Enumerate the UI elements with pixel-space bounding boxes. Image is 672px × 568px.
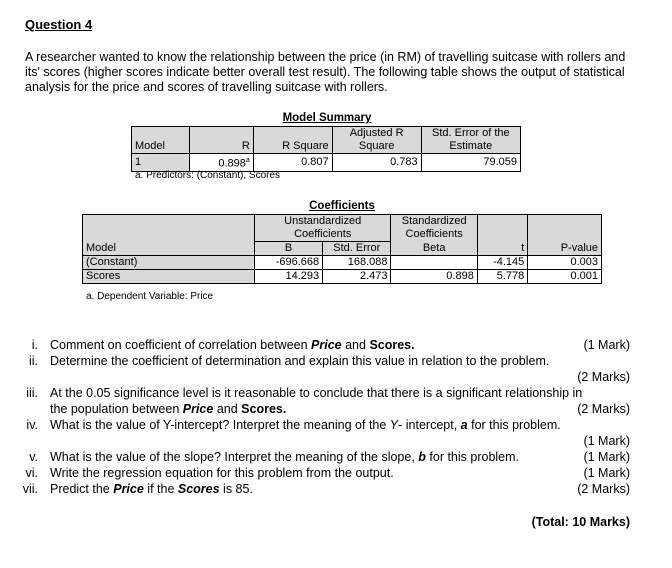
coef-beta-value bbox=[391, 256, 477, 270]
header-std-1: Standardized bbox=[391, 215, 477, 229]
question-number: iii. bbox=[26, 386, 38, 400]
coef-b-value: -696.668 bbox=[254, 256, 322, 270]
table-row bbox=[83, 270, 602, 284]
header-model: Model bbox=[132, 140, 190, 154]
coefficients-table bbox=[82, 214, 602, 284]
header-std-2: Coefficients bbox=[391, 228, 477, 242]
model-summary-footnote: a. Predictors: (Constant), Scores bbox=[135, 170, 281, 181]
header-adj-r-square-2: Square bbox=[332, 140, 421, 154]
question-number: i. bbox=[31, 338, 38, 352]
question-text: Comment on coefficient of correlation between Price and Scores. bbox=[50, 338, 415, 352]
header-r-square: R Square bbox=[253, 140, 332, 154]
header-coef-model: Model bbox=[83, 242, 255, 256]
coef-std-error-value: 168.088 bbox=[323, 256, 391, 270]
question-text: Determine the coefficient of determination and explain this value in relation to the problem. bbox=[50, 354, 550, 368]
question-marks: (1 Mark) bbox=[583, 338, 630, 352]
table-row bbox=[83, 256, 602, 270]
model-summary-title: Model Summary bbox=[282, 112, 372, 124]
total-marks: (Total: 10 Marks) bbox=[531, 515, 630, 529]
question-heading: Question 4 bbox=[25, 17, 93, 32]
question-marks: (2 Marks) bbox=[577, 370, 630, 384]
question-text: Predict the Price if the Scores is 85. bbox=[50, 482, 253, 496]
coef-p-value: 0.001 bbox=[528, 270, 602, 284]
header-unstd-2: Coefficients bbox=[254, 228, 391, 242]
question-number: vii. bbox=[22, 482, 38, 496]
question-text-line2: the population between Price and Scores. bbox=[50, 402, 287, 416]
header-std-error-1: Std. Error of the bbox=[421, 127, 520, 141]
question-intro: A researcher wanted to know the relationship between the price (in RM) of travelling suitcase with rollers and its' scores (higher scores indicate better overall test result). The following table shows the output of statistical analysis for the price and scores of travelling suitcase with rollers. bbox=[25, 50, 626, 94]
header-adj-r-square-1: Adjusted R bbox=[332, 127, 421, 141]
question-text: At the 0.05 significance level is it reasonable to conclude that there is a significant relationship in bbox=[50, 386, 583, 400]
coefficients-title: Coefficients bbox=[309, 200, 375, 212]
question-text: What is the value of Y-intercept? Interpret the meaning of the Y- intercept, a for this problem. bbox=[50, 418, 561, 432]
coef-t-value: 5.778 bbox=[477, 270, 527, 284]
header-coef-std-error: Std. Error bbox=[323, 242, 391, 256]
header-unstd-1: Unstandardized bbox=[254, 215, 391, 229]
model-summary-table bbox=[131, 126, 521, 172]
coef-p-value: 0.003 bbox=[528, 256, 602, 270]
question-marks: (1 Mark) bbox=[583, 434, 630, 448]
coefficients-footnote: a. Dependent Variable: Price bbox=[86, 291, 214, 302]
coef-row-label: (Constant) bbox=[83, 256, 255, 270]
coef-t-value: -4.145 bbox=[477, 256, 527, 270]
header-r: R bbox=[190, 140, 253, 154]
coef-b-value: 14.293 bbox=[254, 270, 322, 284]
question-number: v. bbox=[29, 450, 38, 464]
question-number: iv. bbox=[26, 418, 38, 432]
header-p-value: P-value bbox=[528, 242, 602, 256]
model-summary-model-value: 1 bbox=[132, 154, 190, 172]
question-marks: (1 Mark) bbox=[583, 450, 630, 464]
question-marks: (1 Mark) bbox=[583, 466, 630, 480]
model-summary-std-error-value: 79.059 bbox=[421, 154, 520, 172]
coef-beta-value: 0.898 bbox=[391, 270, 477, 284]
question-number: vi. bbox=[25, 466, 38, 480]
model-summary-r-value: 0.898$^a$ bbox=[190, 154, 253, 172]
question-text: What is the value of the slope? Interpret the meaning of the slope, b for this problem. bbox=[50, 450, 520, 464]
question-marks: (2 Marks) bbox=[577, 402, 630, 416]
header-std-error-2: Estimate bbox=[421, 140, 520, 154]
model-summary-r-square-value: 0.807 bbox=[253, 154, 332, 172]
header-t: t bbox=[477, 242, 527, 256]
question-text: Write the regression equation for this problem from the output. bbox=[50, 466, 394, 480]
model-summary-adj-r-square-value: 0.783 bbox=[332, 154, 421, 172]
coef-std-error-value: 2.473 bbox=[323, 270, 391, 284]
header-beta: Beta bbox=[391, 242, 477, 256]
coef-row-label: Scores bbox=[83, 270, 255, 284]
question-marks: (2 Marks) bbox=[577, 482, 630, 496]
question-number: ii. bbox=[28, 354, 38, 368]
header-b: B bbox=[254, 242, 322, 256]
